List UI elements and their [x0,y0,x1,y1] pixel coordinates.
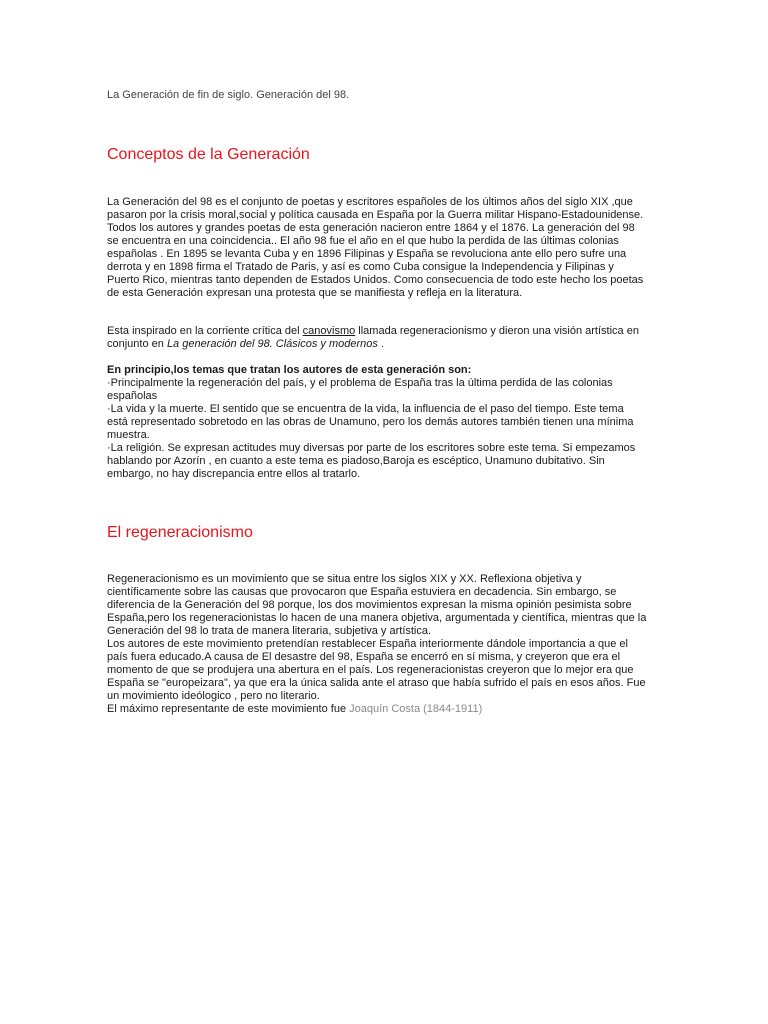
document-title: La Generación de fin de siglo. Generación del 98. [107,89,350,101]
themes-list: ·Principalmente la regeneración del país, y el problema de España tras la última perdida de las colonias españolas ·La vida y la muerte. El sentido que se encuentra de la vida, la influencia de el paso del tiempo. Este tema está representado sobretodo en las obras de Unamuno, pero los demás autores también tienen una mínima muestra. ·La religión. Se expresan actitudes muy diversas por parte de los escritores sobre este tema. Si empezamos hablando por Azorín , en cuanto a este tema es piadoso,Baroja es escéptico, Unamuno dubitativo. Sin embargo, no hay discrepancia entre ellos al tratarlo. [107,377,636,480]
paragraph-canovismo [107,325,667,351]
paragraph-canovismo-text-before: Esta inspirado en la corriente crítica del [107,325,303,337]
book-title-italic: La generación del 98. Clásicos y modernos [166,338,378,350]
themes-heading: En principio,los temas que tratan los autores de esta generación son: [107,364,472,376]
paragraph-conceptos-intro: La Generación del 98 es el conjunto de poetas y escritores españoles de los últimos años del siglo XIX ,que pasaron por la crisis moral,social y política causada en España por la Guerra militar Hispano-Estadounidense. Todos los autores y grandes poetas de esta generación nacieron entre 1864 y el 1876. La generación del 98 se encuentra en una coincidencia.. El año 98 fue el año en el que hubo la perdida de las últimas colonias españolas . En 1895 se levanta Cuba y en 1896 Filipinas y España se revoluciona ante ello pero sufre una derrota y en 1898 firma el Tratado de Paris, y así es como Cuba consigue la Independencia y Filipinas y Puerto Rico, mientras tanto dependen de Estados Unidos. Como consecuencia de todo este hecho los poetas de esta Generación expresan una protesta que se manifiesta y refleja en la literatura. [107,196,644,299]
canovismo-link[interactable]: canovismo [302,325,356,337]
themes-block [107,364,667,481]
paragraph-canovismo-end: . [377,338,385,350]
paragraph-regeneracionismo-text: Regeneracionismo es un movimiento que se situa entre los siglos XIX y XX. Reflexiona objetiva y científicamente sobre las causas que provocaron que España estuviera en decadencia. Sin embargo, se diferencia de la Generación del 98 porque, los dos movimientos expresan la misma opinión pesimista sobre España,pero los regeneracionistas lo hacen de una manera objetiva, argumentada y científica, mientras que la Generación del 98 lo trata de manera literaria, subjetiva y artística. Los autores de este movimiento pretendían restablecer España interiormente dándole importancia a que el país fuera educado.A causa de El desastre del 98, España se encerró en sí misma, y creyeron que era el momento de que se produjera una abertura en el país. Los regeneracionistas creyeron que lo mejor era que España se "europeizara", ya que era la única salida ante el atraso que había sufrido el país en esos años. Fue un movimiento ideólogico , pero no literario. El máximo representante de este movimiento fue [107,573,647,715]
paragraph-canovismo-text-after: llamada regeneracionismo y dieron una visión artística en conjunto en [107,325,639,350]
paragraph-regeneracionismo [107,573,667,716]
joaquin-costa-link[interactable]: Joaquín Costa (1844-1911) [349,703,483,715]
section-heading-conceptos: Conceptos de la Generación [107,146,310,163]
section-heading-regeneracionismo: El regeneracionismo [107,524,253,541]
